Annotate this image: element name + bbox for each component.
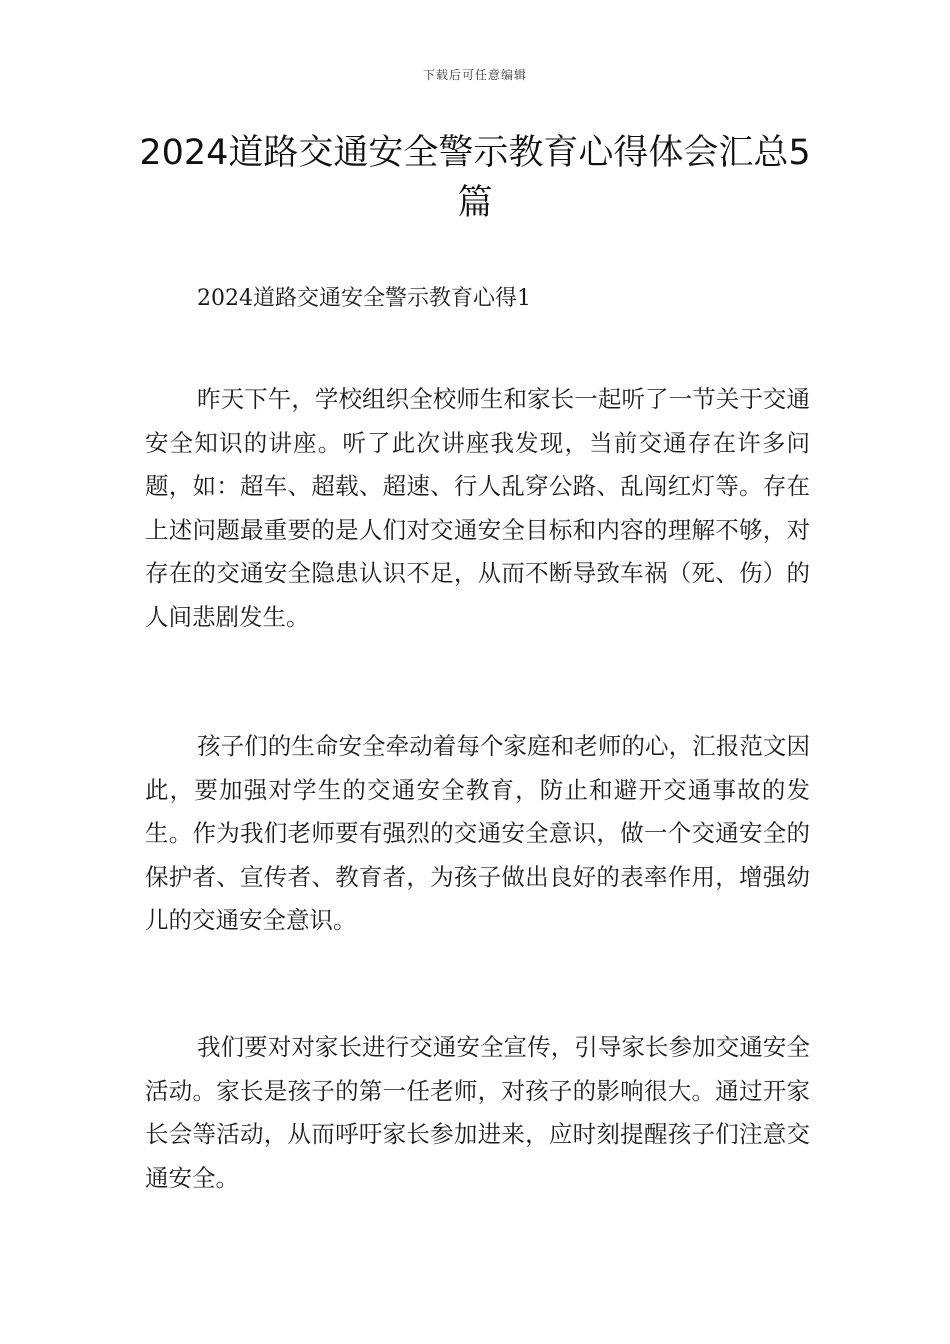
paragraph-3: 我们要对对家长进行交通安全宣传，引导家长参加交通安全活动。家长是孩子的第一任老师，对孩子的影响很大。通过开家长会等活动，从而呼吁家长参加进来，应时刻提醒孩子们注意交通安全。 <box>145 1033 810 1192</box>
paragraph-2: 孩子们的生命安全牵动着每个家庭和老师的心，汇报范文因此，要加强对学生的交通安全教育，防止和避开交通事故的发生。作为我们老师要有强烈的交通安全意识，做一个交通安全的保护者、宣传者、教育者，为孩子做出良好的表率作用，增强幼儿的交通安全意识。 <box>145 732 810 934</box>
paragraph-1: 昨天下午，学校组织全校师生和家长一起听了一节关于交通安全知识的讲座。听了此次讲座我发现，当前交通存在许多问题，如：超车、超载、超速、行人乱穿公路、乱闯红灯等。存在上述问题最重要的是人们对交通安全目标和内容的理解不够，对存在的交通安全隐患认识不足，从而不断导致车祸（死、伤）的人间悲剧发生。 <box>145 385 810 631</box>
document-title: 2024道路交通安全警示教育心得体会汇总5篇 <box>139 133 811 223</box>
header-note: 下载后可任意编辑 <box>422 68 527 82</box>
section-title: 2024道路交通安全警示教育心得1 <box>197 286 531 311</box>
